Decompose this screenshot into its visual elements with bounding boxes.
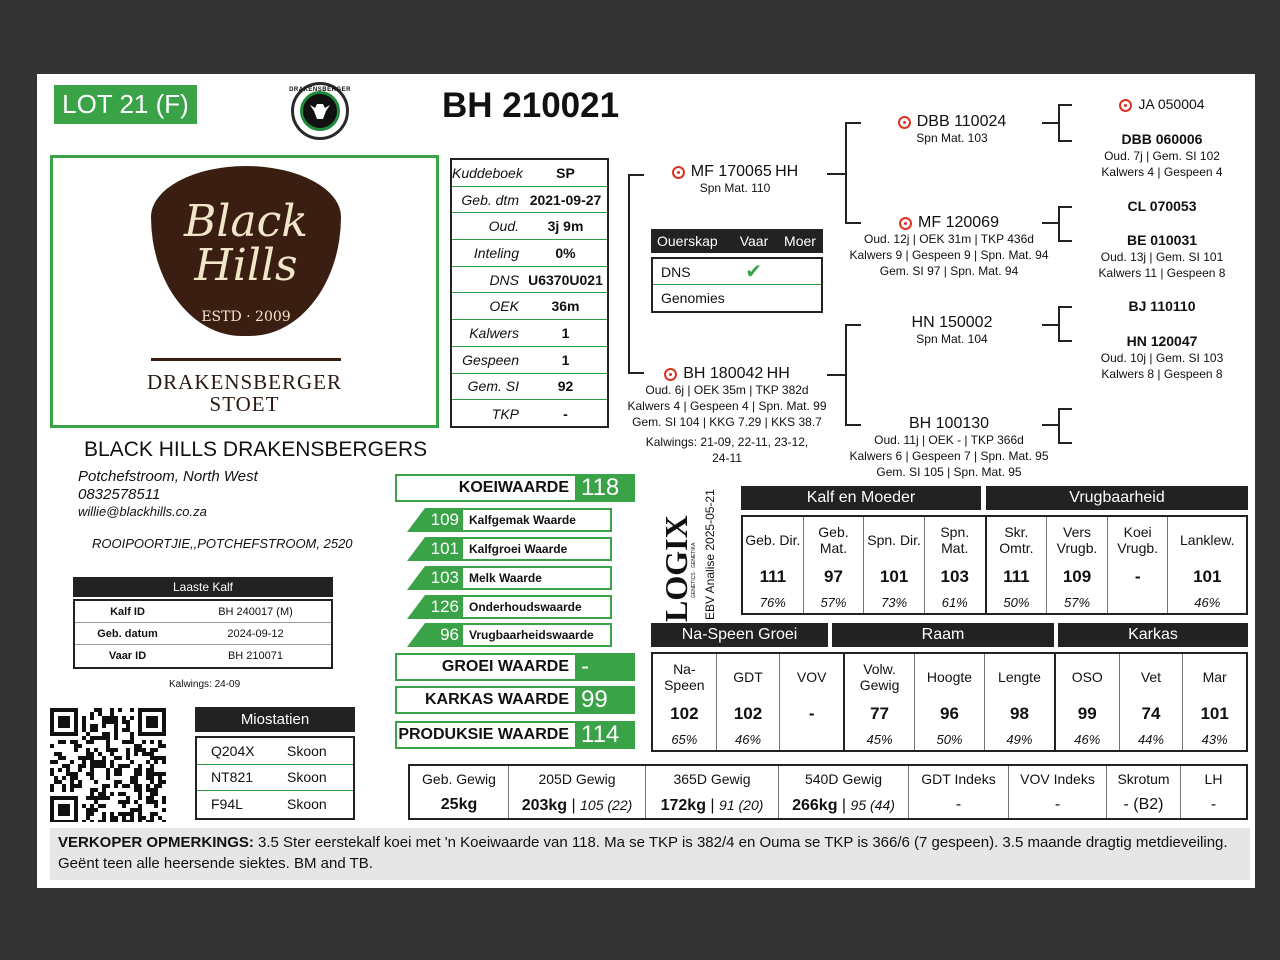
logo-word-1: Black (184, 196, 308, 247)
pedigree-line (1058, 104, 1072, 106)
ebv-value: 77 (870, 704, 889, 723)
koeiwaarde-value: 118 (575, 476, 633, 500)
groei-waarde-label: GROEI WAARDE (441, 658, 569, 675)
info-row (452, 293, 607, 320)
ebv-top-table (741, 515, 1248, 615)
pedigree-name: BH 100130 (908, 415, 990, 432)
triangle-icon (407, 595, 425, 619)
weight-value: - (955, 796, 962, 813)
last-calf-key: Kalf ID (110, 605, 145, 618)
logo-name-1: DRAKENSBERGER (146, 370, 343, 394)
weight-header: 540D Gewig (804, 771, 883, 787)
seller-remarks (50, 828, 1250, 880)
last-calf-value: BH 210071 (227, 650, 284, 662)
pedigree-detail: Gem. SI 97 | Spn. Mat. 94 (879, 264, 1019, 278)
last-calf-row (75, 645, 331, 667)
pedigree-detail: Gem. SI 104 | KKG 7.29 | KKS 38.7 (632, 415, 822, 429)
info-row (452, 187, 607, 214)
miostatien-title: Miostatien (195, 707, 355, 732)
sub-value-label: Kalfgemak Waarde (461, 508, 612, 532)
seller-location: Potchefstroom, North West (78, 468, 258, 485)
remarks-label: VERKOPER OPMERKINGS: (58, 834, 254, 851)
sub-value-row (407, 595, 612, 621)
info-key: Kuddeboek (452, 164, 523, 181)
ebv-header: Geb. Dir. (745, 532, 801, 548)
info-key: TKP (491, 405, 519, 422)
seller-email: willie@blackhills.co.za (78, 504, 207, 519)
ebv-header: Mar (1202, 669, 1227, 685)
pedigree-detail: Spn Mat. 103 (916, 131, 988, 145)
pedigree-ss-dam (1072, 131, 1252, 180)
sub-value-row (407, 537, 612, 563)
info-value: 0% (555, 244, 576, 261)
logo-est: ESTD · 2009 (201, 309, 291, 325)
info-value: U6370U021 (528, 271, 603, 288)
sub-value-number: 126 (425, 595, 461, 619)
info-row (452, 267, 607, 294)
ebv-accuracy: 50% (1003, 595, 1030, 610)
qr-code[interactable] (50, 708, 166, 822)
sub-value-row (407, 566, 612, 592)
seller-address: ROOIPOORTJIE,,POTCHEFSTROOM, 2520 (92, 536, 353, 551)
seller-phone: 0832578511 (78, 486, 161, 503)
logix-tagline: GENETICS · GENETIKA (691, 542, 697, 598)
pedigree-name: CL 070053 (1127, 198, 1197, 214)
info-row (452, 320, 607, 347)
karkas-waarde-box (395, 686, 635, 714)
pedigree-suffix: HH (766, 365, 790, 382)
info-row (452, 374, 607, 401)
pedigree-sire-sire (852, 114, 1052, 146)
pedigree-detail: Kalwers 11 | Gespeen 8 (1098, 266, 1226, 280)
pedigree-sire-dam (837, 215, 1061, 279)
sub-value-number: 101 (425, 537, 461, 561)
ebv-header: Geb. Mat. (818, 524, 849, 556)
genomic-test-icon (664, 368, 677, 381)
ebv-value: - (1134, 567, 1141, 586)
ebv-col (985, 517, 1047, 613)
pedigree-sire (637, 164, 833, 196)
triangle-icon (407, 566, 425, 590)
genomic-test-icon (672, 166, 685, 179)
info-row (452, 240, 607, 267)
ebv-accuracy: 73% (881, 595, 908, 610)
ebv-header: Volw. Gewig (859, 661, 900, 693)
ebv-value: 74 (1141, 704, 1161, 723)
weight-col: 205D Gewig 203kg | 105 (22) (508, 766, 645, 818)
ebv-header: OSO (1071, 669, 1103, 685)
info-key: Gem. SI (467, 378, 519, 395)
info-value: 1 (561, 351, 570, 368)
genomic-test-icon (899, 217, 912, 230)
genomic-test-icon (898, 116, 911, 129)
ebv-value: 101 (1200, 704, 1229, 723)
info-row (452, 400, 607, 427)
triangle-icon (407, 537, 425, 561)
weight-col (410, 766, 508, 818)
ebv-accuracy: 49% (1006, 732, 1033, 747)
ebv-accuracy: 44% (1137, 732, 1164, 747)
miostatien-value: Skoon (287, 742, 327, 759)
ebv-header: Koei Vrugb. (1117, 524, 1159, 556)
miostatien-value: Skoon (287, 769, 327, 786)
miostatien-row (197, 765, 353, 792)
section-karkas: Karkas (1058, 623, 1248, 647)
last-calf-row (75, 623, 331, 645)
ebv-col (1054, 654, 1119, 750)
last-calf-title: Laaste Kalf (73, 577, 333, 597)
karkas-waarde-label: KARKAS WAARDE (425, 691, 569, 708)
info-key: Geb. dtm (461, 191, 519, 208)
sub-value-number: 109 (425, 508, 461, 532)
ebv-value: 96 (940, 704, 959, 723)
produksie-waarde-box (395, 721, 635, 749)
produksie-waarde-label: PRODUKSIE WAARDE (398, 726, 569, 743)
last-calf-value: 2024-09-12 (227, 627, 284, 640)
miostatien-value: Skoon (287, 796, 327, 813)
weight-header: 205D Gewig (538, 771, 616, 787)
pedigree-detail: Oud. 6j | OEK 35m | TKP 382d (645, 383, 809, 397)
pedigree-name: HN 120047 (1126, 333, 1198, 349)
triangle-icon (407, 623, 425, 647)
weight-header: VOV Indeks (1020, 771, 1095, 787)
pedigree-detail: Gem. SI 105 | Spn. Mat. 95 (876, 465, 1022, 479)
section-na-speen-groei: Na-Speen Groei (651, 623, 828, 647)
remarks-text: 3.5 Ster eerstekalf koei met 'n Koeiwaarde van 118. Ma se TKP is 382/4 en Ouma se TKP is 366/6 (7 gespeen). 3.5 maande dragtig metdieveiling. Geënt teen alle heersende siektes. BM and TB. (58, 834, 1228, 872)
weight-value: - (1054, 796, 1061, 813)
last-calf-row (75, 601, 331, 623)
ebv-bottom-table (651, 652, 1248, 752)
last-calf-table (73, 599, 333, 669)
sub-value-row (407, 508, 612, 534)
weight-value: - (1210, 796, 1217, 813)
pedigree-name: BH 180042 (683, 365, 764, 382)
ebv-accuracy: 50% (936, 732, 963, 747)
ebv-col (779, 654, 843, 750)
section-raam: Raam (832, 623, 1054, 647)
weight-col (908, 766, 1008, 818)
weight-col: 365D Gewig 172kg | 91 (20) (645, 766, 778, 818)
ownership-table (651, 257, 823, 313)
ebv-header: VOV (796, 669, 827, 685)
ownership-col: Vaar (739, 233, 769, 249)
weights-table (408, 764, 1248, 820)
animal-id: BH 210021 (442, 86, 620, 125)
genomic-test-icon (1119, 99, 1132, 112)
sub-value-number: 103 (425, 566, 461, 590)
ebv-col (914, 654, 984, 750)
ebv-accuracy: 76% (759, 595, 786, 610)
last-calf-key: Vaar ID (108, 650, 147, 662)
ebv-value: 111 (759, 567, 787, 586)
last-calf-kalwings: Kalwings: 24-09 (169, 679, 241, 690)
weight-value: 172kg (660, 797, 706, 814)
sub-value-row (407, 623, 612, 649)
ebv-accuracy: 46% (735, 732, 762, 747)
pedigree-line (628, 174, 630, 374)
weight-col (1180, 766, 1246, 818)
ebv-col (984, 654, 1054, 750)
pedigree-line (1058, 140, 1072, 142)
ebv-col (1167, 517, 1246, 613)
ebv-value: - (808, 704, 815, 723)
ebv-value: 101 (1193, 567, 1222, 586)
ebv-analysis-text: EBV Analise 2025-05-21 (703, 489, 717, 620)
seal-top-text: DRAKENSBERGER (289, 87, 351, 93)
ebv-value: 111 (1003, 567, 1030, 586)
weight-col (1106, 766, 1180, 818)
koeiwaarde-label: KOEIWAARDE (458, 479, 569, 496)
pedigree-dam-dam (837, 416, 1061, 480)
weight-ebv: 91 (20) (719, 797, 764, 813)
ebv-accuracy: 57% (820, 595, 847, 610)
koeiwaarde-box (395, 474, 635, 502)
ownership-label: Genomies (661, 290, 725, 306)
ebv-accuracy (780, 728, 843, 752)
logix-brand: LOGIX (663, 515, 694, 622)
last-calf-value: BH 240017 (M) (218, 605, 293, 618)
logo-word-2: Hills (194, 240, 298, 291)
pedigree-detail: Kalwers 9 | Gespeen 9 | Spn. Mat. 94 (849, 248, 1049, 262)
sub-value-label: Melk Waarde (461, 566, 612, 590)
pedigree-line (1058, 408, 1072, 410)
ebv-header: Spn. Mat. (940, 524, 970, 556)
miostatien-row (197, 791, 353, 818)
ebv-col (1182, 654, 1246, 750)
weight-value: - (B2) (1123, 796, 1164, 813)
logo-name-2: STOET (209, 392, 280, 416)
info-key: Gespeen (462, 351, 519, 368)
pedigree-detail: Oud. 11j | OEK - | TKP 366d (874, 433, 1024, 447)
weight-header: LH (1204, 771, 1223, 787)
pedigree-line (1058, 206, 1072, 208)
info-value: 3j 9m (547, 218, 584, 235)
info-value: - (563, 405, 568, 422)
check-icon: ✔ (745, 261, 763, 283)
ebv-col (1046, 517, 1107, 613)
ebv-value: 98 (1009, 704, 1029, 723)
pedigree-suffix: HH (775, 163, 799, 180)
info-value: 36m (551, 298, 580, 315)
ebv-header: Skr. Omtr. (999, 524, 1034, 556)
pedigree-name: HN 150002 (911, 314, 993, 331)
sub-value-label: Kalfgroei Waarde (461, 537, 612, 561)
ebv-accuracy: 43% (1201, 732, 1228, 747)
ebv-accuracy (1108, 591, 1168, 615)
section-vrugbaarheid: Vrugbaarheid (986, 486, 1248, 510)
pedigree-detail: Kalwers 6 | Gespeen 7 | Spn. Mat. 95 (849, 449, 1049, 463)
pedigree-name: DBB 060006 (1121, 131, 1203, 147)
lot-badge: LOT 21 (F) (54, 85, 197, 124)
info-value: 92 (557, 378, 574, 395)
section-kalf-en-moeder: Kalf en Moeder (741, 486, 981, 510)
ebv-accuracy: 46% (1074, 732, 1101, 747)
miostatien-table (195, 736, 355, 820)
pedigree-sd-dam (1072, 232, 1252, 281)
pedigree-sd-sire (1072, 198, 1252, 215)
info-key: Kalwers (469, 324, 519, 341)
pedigree-detail: Spn Mat. 110 (699, 181, 771, 195)
ebv-col (1107, 517, 1168, 613)
pedigree-line (1058, 306, 1072, 308)
groei-waarde-value: - (575, 655, 633, 679)
ebv-value: 99 (1077, 704, 1097, 723)
ebv-analysis-date (701, 482, 719, 622)
farm-logo-shield (151, 166, 341, 336)
pedigree-detail: Kalwings: 21-09, 22-11, 23-12, (645, 435, 809, 449)
miostatien-key: NT821 (211, 769, 254, 786)
last-calf-key: Geb. datum (97, 627, 158, 640)
pedigree-dam (617, 366, 837, 466)
info-key: Inteling (473, 244, 519, 261)
weight-value: 25kg (440, 796, 478, 813)
pedigree-detail: Oud. 10j | Gem. SI 103 (1100, 351, 1224, 365)
ebv-col (843, 654, 914, 750)
ebv-value: 102 (670, 704, 699, 723)
ebv-header: Spn. Dir. (867, 532, 921, 548)
logo-divider (151, 358, 341, 361)
sub-value-number: 96 (425, 623, 461, 647)
ebv-header: GDT (733, 669, 763, 685)
weight-col (1008, 766, 1106, 818)
ebv-value: 101 (879, 567, 909, 586)
info-row (452, 347, 607, 374)
info-key: Oud. (488, 218, 519, 235)
ebv-value: 103 (940, 567, 969, 586)
pedigree-detail: Kalwers 8 | Gespeen 8 (1101, 367, 1223, 381)
pedigree-detail: Oud. 13j | Gem. SI 101 (1100, 250, 1224, 264)
groei-waarde-box (395, 653, 635, 681)
weight-ebv: 105 (22) (580, 797, 633, 813)
ebv-col (743, 517, 803, 613)
ebv-col (924, 517, 985, 613)
weight-ebv: 95 (44) (850, 797, 895, 813)
info-key: DNS (489, 271, 519, 288)
ebv-col (653, 654, 716, 750)
ebv-accuracy: 57% (1064, 595, 1091, 610)
pedigree-name: BE 010031 (1126, 232, 1198, 248)
miostatien-row (197, 738, 353, 765)
pedigree-detail: 24-11 (712, 451, 742, 465)
ownership-row (653, 259, 821, 285)
logix-logo (663, 482, 697, 622)
info-value: 1 (561, 324, 570, 341)
ebv-header: Na-Speen (664, 661, 705, 693)
ebv-col (803, 517, 864, 613)
ebv-value: 109 (1062, 567, 1092, 586)
weight-header: 365D Gewig (673, 771, 751, 787)
ebv-accuracy: 61% (941, 595, 968, 610)
ebv-accuracy: 65% (671, 732, 698, 747)
pedigree-line (1058, 340, 1072, 342)
ebv-accuracy: 46% (1194, 595, 1221, 610)
ebv-value: 102 (733, 704, 763, 723)
karkas-waarde-value: 99 (575, 688, 633, 712)
pedigree-name: MF 120069 (918, 214, 999, 231)
ownership-label: DNS (661, 263, 691, 280)
ebv-header: Hoogte (926, 669, 973, 685)
pedigree-ds-dam (1072, 333, 1252, 382)
weight-value: 266kg (792, 797, 838, 814)
sale-card (37, 74, 1255, 888)
pedigree-name: BJ 110110 (1128, 298, 1196, 314)
produksie-waarde-value: 114 (575, 723, 633, 747)
ebv-header: Lanklew. (1180, 532, 1235, 548)
info-key: OEK (489, 298, 519, 315)
ebv-accuracy: 45% (866, 732, 893, 747)
pedigree-name: JA 050004 (1138, 96, 1205, 112)
ebv-header: Lengte (998, 669, 1041, 685)
farm-logo-box (50, 155, 439, 428)
weight-value: 203kg (521, 797, 568, 814)
seller-name: BLACK HILLS DRAKENSBERGERS (84, 438, 428, 461)
weight-header: GDT Indeks (921, 771, 996, 787)
ownership-header (651, 229, 823, 253)
triangle-icon (407, 508, 425, 532)
pedigree-name: DBB 110024 (916, 113, 1007, 130)
ebv-header: Vet (1140, 669, 1162, 685)
info-row (452, 160, 607, 187)
ebv-col (716, 654, 780, 750)
weight-header: Geb. Gewig (422, 771, 496, 787)
ebv-value: 97 (824, 567, 843, 586)
info-row (452, 213, 607, 240)
pedigree-ds-sire (1072, 298, 1252, 315)
ebv-col (1119, 654, 1183, 750)
breed-seal-logo (291, 82, 349, 140)
ownership-row (653, 285, 821, 311)
sub-value-label: Onderhoudswaarde (461, 595, 612, 619)
pedigree-name: MF 170065 (690, 163, 772, 180)
info-value: SP (556, 164, 575, 181)
bull-head-icon (300, 91, 340, 131)
ebv-col (863, 517, 924, 613)
weight-header: Skrotum (1117, 771, 1170, 787)
weight-col: 540D Gewig 266kg | 95 (44) (778, 766, 908, 818)
pedigree-detail: Kalwers 4 | Gespeen 4 | Spn. Mat. 99 (627, 399, 827, 413)
ebv-header: Vers Vrugb. (1056, 524, 1098, 556)
pedigree-dam-sire (852, 315, 1052, 347)
ownership-col: Moer (784, 233, 816, 249)
pedigree-ss-sire (1072, 96, 1252, 113)
ownership-col: Ouerskap (657, 233, 718, 249)
pedigree-detail: Spn Mat. 104 (916, 332, 988, 346)
miostatien-key: Q204X (211, 742, 255, 759)
pedigree-detail: Oud. 12j | OEK 31m | TKP 436d (864, 232, 1034, 246)
pedigree-detail: Kalwers 4 | Gespeen 4 (1101, 165, 1223, 179)
pedigree-detail: Oud. 7j | Gem. SI 102 (1104, 149, 1220, 163)
miostatien-key: F94L (211, 796, 243, 813)
info-value: 2021-09-27 (529, 191, 602, 208)
sub-value-label: Vrugbaarheidswaarde (461, 623, 612, 647)
animal-info-table (450, 158, 609, 428)
